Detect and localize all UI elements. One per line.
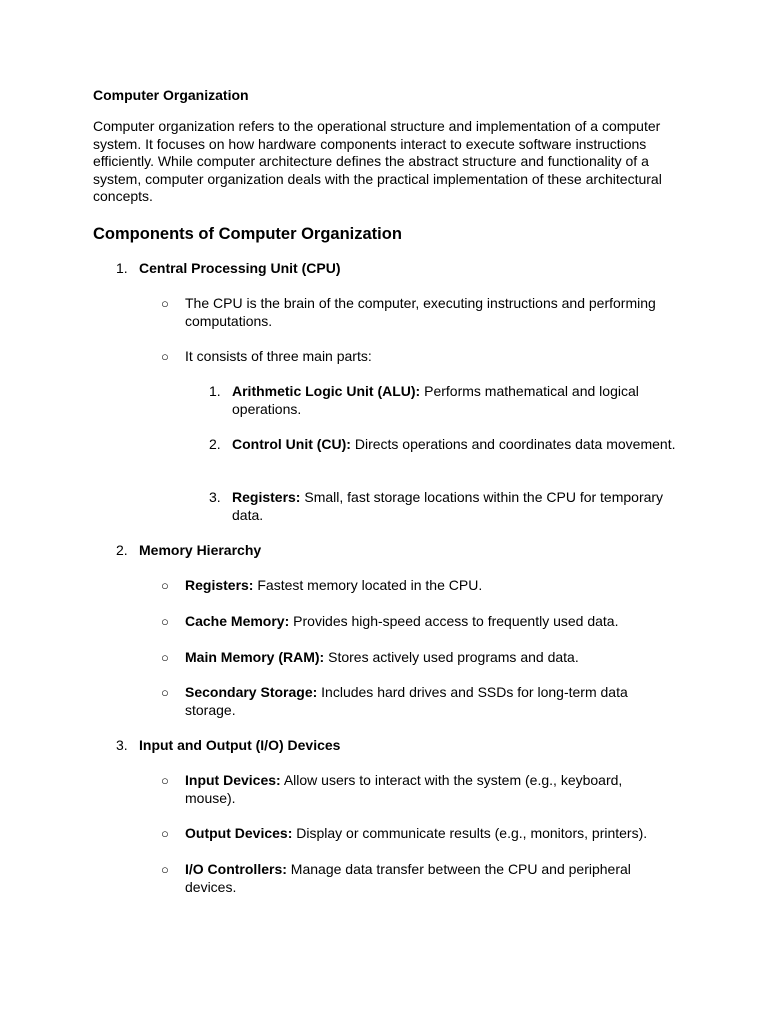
list-item: The CPU is the brain of the computer, executing instructions and performing computations.	[185, 295, 656, 329]
term-label: Input Devices:	[185, 772, 281, 788]
list-item: Cache Memory: Provides high-speed access to frequently used data.	[185, 613, 619, 629]
bullet-icon: ○	[161, 614, 169, 629]
list-number: 2.	[116, 542, 128, 558]
bullet-icon: ○	[161, 578, 169, 593]
bullet-icon: ○	[161, 685, 169, 700]
intro-paragraph: Computer organization refers to the operational structure and implementation of a computer system. It focuses on how hardware components interact to execute software instructions efficiently. While computer architecture defines the abstract structure and functionality of a system, computer organization deals with the practical implementation of these architectural concepts.	[93, 118, 662, 205]
list-number: 3.	[116, 737, 128, 753]
term-label: Registers:	[232, 489, 301, 505]
document-title: Computer Organization	[93, 87, 249, 103]
term-label: Control Unit (CU):	[232, 436, 351, 452]
list-item: It consists of three main parts:	[185, 348, 372, 364]
list-item: Secondary Storage: Includes hard drives and SSDs for long-term data storage.	[185, 684, 628, 718]
term-label: Arithmetic Logic Unit (ALU):	[232, 383, 421, 399]
bullet-icon: ○	[161, 296, 169, 311]
list-heading-io: Input and Output (I/O) Devices	[139, 737, 341, 753]
bullet-icon: ○	[161, 349, 169, 364]
term-label: Registers:	[185, 577, 254, 593]
bullet-icon: ○	[161, 650, 169, 665]
term-label: Output Devices:	[185, 825, 293, 841]
list-item: Registers: Fastest memory located in the CPU.	[185, 577, 483, 593]
list-heading-cpu: Central Processing Unit (CPU)	[139, 260, 341, 276]
list-item: Output Devices: Display or communicate results (e.g., monitors, printers).	[185, 825, 648, 841]
sublist-number: 1.	[209, 383, 221, 399]
list-item: I/O Controllers: Manage data transfer between the CPU and peripheral devices.	[185, 861, 631, 895]
list-item: Input Devices: Allow users to interact with the system (e.g., keyboard, mouse).	[185, 772, 623, 806]
sublist-number: 2.	[209, 436, 221, 452]
sublist-item: Control Unit (CU): Directs operations and coordinates data movement.	[232, 436, 676, 452]
bullet-icon: ○	[161, 826, 169, 841]
term-label: I/O Controllers:	[185, 861, 287, 877]
term-label: Main Memory (RAM):	[185, 649, 325, 665]
term-label: Secondary Storage:	[185, 684, 318, 700]
list-number: 1.	[116, 260, 128, 276]
bullet-icon: ○	[161, 773, 169, 788]
bullet-icon: ○	[161, 862, 169, 877]
list-item: Main Memory (RAM): Stores actively used programs and data.	[185, 649, 579, 665]
sublist-item: Registers: Small, fast storage locations within the CPU for temporary data.	[232, 489, 664, 523]
sublist-number: 3.	[209, 489, 221, 505]
term-label: Cache Memory:	[185, 613, 290, 629]
sublist-item: Arithmetic Logic Unit (ALU): Performs mathematical and logical operations.	[232, 383, 639, 417]
list-heading-memory: Memory Hierarchy	[139, 542, 262, 558]
section-heading: Components of Computer Organization	[93, 225, 402, 243]
